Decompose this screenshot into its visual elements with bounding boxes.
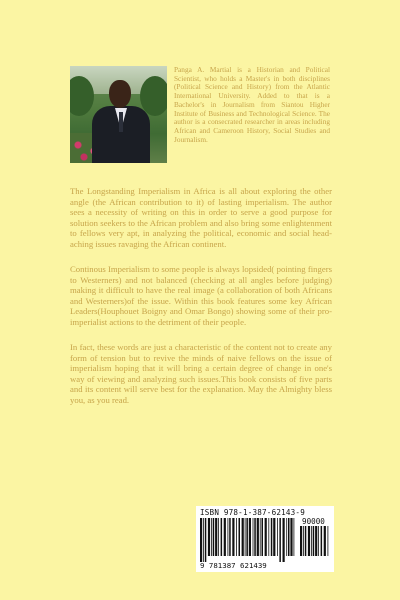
isbn-barcode [196, 506, 334, 572]
barcode-digits: 9 781387 621439 [200, 561, 267, 570]
blurb-paragraph-2: Continous Imperialism to some people is always lopsided( pointing fingers to Westerners) and not balanced (checking at all angles before judging) making it difficult to have the real image (a collaboration of both Africans and Westerners)of the issue. Within this book features some key African Leaders(Houphouet Boigny and Omar Bongo) showing some of their pro-imperialist actions to the detriment of their people. [70, 264, 332, 327]
ean-barcode-bars [200, 518, 296, 562]
author-bio: Panga A. Martial is a Historian and Political Scientist, who holds a Master's in both disciplines (Political Science and History) from the Atlantic International University. Added to that is a Bachelor's in Journalism from Siantou Higher Institute of Business and Technological Science. The author is a consecrated researcher in areas including African and Cameroon History, Social Studies and Journalism. [174, 65, 330, 144]
price-code: 90000 [302, 517, 325, 526]
author-photo [70, 66, 167, 163]
price-barcode-bars [300, 526, 330, 562]
blurb-paragraph-1: The Longstanding Imperialism in Africa is all about exploring the other angle (the African contribution to it) of lasting imperialism. The author sees a necessity of writing on this in order to serve a good purpose for solution seekers to the African problem and also bring some enlightenment to fellows very apt, in analyzing the political, economic and social head-aching issues ravaging the African continent. [70, 186, 332, 249]
blurb-paragraph-3: In fact, these words are just a characteristic of the content not to create any form of tension but to revive the minds of naive fellows on the issue of imperialism hoping that it will bring a certain degree of change in one's way of viewing and analyzing such issues.This book consists of five parts and its content will serve best for the explanation. May the Almighty bless you, as you read. [70, 342, 332, 405]
isbn-label: ISBN 978-1-387-62143-9 [200, 508, 305, 517]
